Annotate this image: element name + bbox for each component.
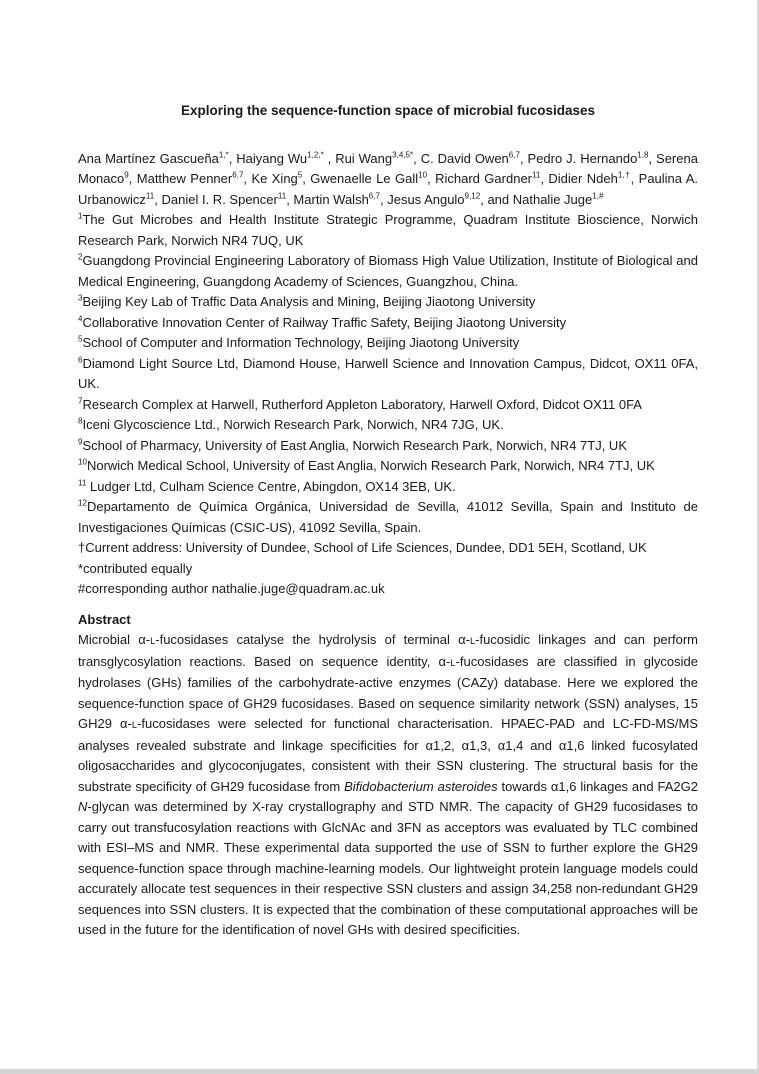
current-address-note: †Current address: University of Dundee, School of Life Sciences, Dundee, DD1 5EH, Scotland, UK: [78, 540, 647, 555]
author-list: Ana Martínez Gascueña$^{1,*}$, Haiyang $Wu^{1,2,*}$ , Rui Wang$^{3,4,5*}$, C. David Owen$^{6,7}$, Pedro J. Hernando$^{1,8}$, Serena Monaco$^9$, Matthew Penner$^{6,7}$, Ke Xing$^5$, Gwenaelle Le Gall$^{10}$, Richard Gardner$^{11}$, Didier Ndeh$^{1,\dagger}$, Paulina A. Urbanowicz$^{11}$, Daniel I. R. Spencer$^{11}$, Martin Walsh$^{6,7}$, Jesus Angulo$^{9,12}$, and Nathalie Juge$^{1,\#}$: [78, 150, 698, 207]
affiliation-8: $^8$Iceni Glycoscience Ltd., Norwich Research Park, Norwich, NR4 7JG, UK.: [78, 416, 504, 432]
abstract-heading: Abstract: [78, 611, 131, 627]
affiliation-4: $^4$Collaborative Innovation Center of Railway Traffic Safety, Beijing Jiaotong University: [78, 314, 567, 330]
affiliation-11: $^{11}$ Ludger Ltd, Culham Science Centre, Abingdon, OX14 3EB, UK.: [78, 478, 456, 494]
affiliation-5: $^5$School of Computer and Information Technology, Beijing Jiaotong University: [78, 334, 520, 350]
affiliation-12: $^{12}$Departamento de Química Orgánica, Universidad de Sevilla, 41012 Sevilla, Spain and Instituto de Investigaciones Químicas (CSIC-US), 41092 Sevilla, Spain.: [78, 498, 698, 535]
corresponding-author-note: #corresponding author nathalie.juge@quadram.ac.uk: [78, 581, 385, 596]
affiliation-6: $^6$Diamond Light Source Ltd, Diamond House, Harwell Science and Innovation Campus, Didcot, OX11 0FA, UK.: [78, 355, 698, 391]
affiliation-3: $^3$Beijing Key Lab of Traffic Data Analysis and Mining, Beijing Jiaotong University: [78, 293, 536, 309]
author-notes: [78, 538, 698, 600]
affiliation-7: $^7$Research Complex at Harwell, Rutherford Appleton Laboratory, Harwell Oxford, Didcot OX11 0FA: [78, 396, 642, 412]
affiliation-list: [78, 210, 698, 538]
page-content: [78, 101, 698, 941]
affiliation-2: $^2$Guangdong Provincial Engineering Laboratory of Biomass High Value Utilization, Institute of Biological and Medical Engineering, Guangdong Academy of Sciences, Guangzhou, China.: [78, 252, 698, 289]
affiliation-9: $^9$School of Pharmacy, University of East Anglia, Norwich Research Park, Norwich, NR4 7TJ, UK: [78, 437, 627, 453]
abstract-text: Microbial α-L-fucosidases catalyse the hydrolysis of terminal α-L-fucosidic linkages and can perform transglycosylation reactions. Based on sequence identity, α-L-fucosidases are classified in glycoside hydrolases (GHs) families of the carbohydrate-active enzymes (CAZy) database. Here we explored the sequence-function space of GH29 fucosidases. Based on sequence similarity network (SSN) analyses, 15 GH29 α-L-fucosidases were selected for functional characterisation. HPAEC-PAD and LC-FD-MS/MS analyses revealed substrate and linkage specificities for α1,2, α1,3, α1,4 and α1,6 linked fucosylated oligosaccharides and glycoconjugates, consistent with their SSN clustering. The structural basis for the substrate specificity of GH29 fucosidase from Bifidobacterium asteroides towards α1,6 linkages and FA2G2 N-glycan was determined by X-ray crystallography and STD NMR. The capacity of GH29 fucosidases to carry out transfucosylation reactions with GlcNAc and 3FN as acceptors was evaluated by TLC combined with ESI–MS and NMR. These experimental data supported the use of SSN to further explore the GH29 sequence-function space through machine-learning models. Our lightweight protein language models could accurately allocate test sequences in their respective SSN clusters and assign 34,258 non-redundant GH29 sequences into SSN clusters. It is expected that the combination of these computational approaches will be used in the future for the identification of novel GHs with desired specificities.: [78, 632, 699, 937]
paper-title: Exploring the sequence-function space of microbial fucosidases: [180, 103, 596, 118]
contributed-equally-note: *contributed equally: [78, 560, 193, 576]
affiliation-1: $^1$The Gut Microbes and Health Institute Strategic Programme, Quadram Institute Bioscience, Norwich Research Park, Norwich NR4 7UQ, UK: [78, 211, 698, 248]
affiliation-10: $^{10}$Norwich Medical School, University of East Anglia, Norwich Research Park, Norwich, NR4 7TJ, UK: [78, 457, 655, 473]
